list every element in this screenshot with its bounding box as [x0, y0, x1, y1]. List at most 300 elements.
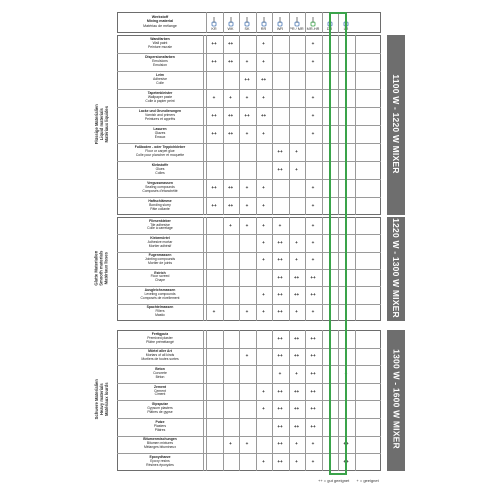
suitability-cell: +	[229, 222, 232, 228]
material-name-fr: Plâtres de gypse	[147, 410, 173, 414]
header-column-4	[256, 13, 272, 31]
category-name: Matériaux lisses	[103, 251, 109, 285]
suitability-cell	[223, 308, 239, 316]
material-label	[117, 128, 203, 140]
suitability-cell: ++	[343, 441, 349, 447]
suitability-cell: ++	[343, 459, 349, 464]
suitability-cell: +	[311, 59, 315, 64]
category-name: Flüssige Materialien	[93, 104, 99, 145]
suitability-cell	[206, 405, 222, 413]
header-column-divider	[289, 12, 290, 33]
suitability-cell	[206, 370, 222, 378]
suitability-cell	[289, 76, 305, 84]
material-name-fr: Plâtres	[154, 427, 166, 432]
suitability-cell	[239, 388, 255, 396]
material-name-de: Putze	[155, 419, 165, 424]
suitability-cell: +	[311, 95, 315, 100]
material-name-fr: Ciment	[154, 392, 166, 397]
suitability-cell: +	[262, 459, 265, 464]
suitability-cell	[305, 166, 321, 174]
header-column-1	[206, 13, 222, 31]
suitability-cell: +	[295, 441, 298, 447]
suitability-cell: +	[295, 371, 298, 376]
suitability-cell	[305, 76, 321, 84]
legend-plus-plus: ++	[318, 478, 323, 483]
suitability-cell	[239, 40, 255, 48]
header-column-label: WK	[227, 27, 234, 31]
suitability-cell	[256, 148, 272, 156]
suitability-cell	[239, 148, 255, 156]
suitability-cell: +	[262, 291, 265, 297]
suitability-cell	[239, 423, 255, 431]
suitability-cell: +	[311, 222, 315, 228]
category-name: Matériaux lourds	[103, 382, 109, 417]
material-label	[117, 164, 203, 176]
suitability-cell: +	[245, 353, 249, 359]
suitability-cell	[272, 40, 288, 48]
suitability-cell: +	[311, 239, 315, 245]
material-label	[117, 272, 203, 284]
coil-paddle-icon	[260, 14, 268, 24]
header-column-divider	[206, 12, 207, 33]
material-label	[117, 421, 203, 433]
material-name-de: Zement	[153, 384, 167, 389]
material-label	[117, 386, 203, 398]
basket-paddle-icon	[227, 14, 235, 24]
suitability-cell: ++	[277, 291, 283, 297]
material-name-fr: Peintures et apprêts	[144, 116, 176, 121]
suitability-cell: ++	[277, 353, 283, 359]
material-name-en: Plasters	[153, 423, 167, 428]
material-name-en: Emulsions	[152, 58, 168, 63]
suitability-cell: +	[262, 59, 265, 64]
suitability-cell: +	[245, 203, 249, 208]
suitability-cell	[223, 423, 239, 431]
material-name-fr: Plâtre prémélangé	[146, 339, 174, 344]
suitability-cell: +	[278, 222, 282, 228]
suitability-cell: +	[262, 388, 265, 394]
material-name-de: Klebemörtel	[150, 235, 170, 240]
material-name-en: Wall paint	[152, 40, 168, 45]
material-name-fr: Pâte collante	[150, 206, 170, 211]
material-label	[117, 56, 203, 68]
material-name-en: Premixed plaster	[147, 335, 173, 340]
plaster-paddle-icon	[293, 14, 301, 24]
material-name-fr: Peinture murale	[148, 44, 172, 49]
whisk-paddle-icon	[276, 14, 284, 24]
suitability-cell: ++	[277, 167, 283, 172]
suitability-cell: ++	[277, 149, 283, 154]
suitability-cell	[272, 202, 288, 210]
material-name-en: Glazes	[154, 130, 166, 135]
suitability-cell: +	[295, 309, 298, 315]
suitability-cell: ++	[310, 406, 316, 412]
material-label	[117, 110, 203, 122]
suitability-cell: ++	[277, 441, 283, 447]
material-name-de: Haftschlämme	[148, 199, 172, 203]
suitability-cell: ++	[260, 113, 267, 118]
material-name-fr: Mastic	[155, 312, 165, 317]
suitability-cell: +	[245, 222, 249, 228]
suitability-cell: ++	[211, 131, 217, 136]
suitability-cell	[256, 335, 272, 343]
material-name-en: Sealing compounds	[145, 184, 175, 189]
suitability-cell	[305, 148, 321, 156]
material-label	[117, 74, 203, 86]
suitability-cell: ++	[277, 274, 283, 280]
suitability-cell	[223, 256, 239, 264]
suitability-cell	[256, 352, 272, 360]
material-name-de: Epoxydharze	[149, 455, 171, 459]
material-name-fr: Mortiers de toutes sortes	[141, 357, 179, 362]
suitability-cell: +	[295, 257, 298, 263]
suitability-cell: ++	[211, 203, 217, 208]
suitability-cell	[289, 40, 305, 48]
suitability-cell: ++	[227, 41, 234, 46]
header-column-divider	[272, 12, 273, 33]
category-name: Smooth materials	[98, 250, 104, 286]
suitability-cell: +	[245, 131, 249, 136]
suitability-cell: +	[311, 309, 315, 315]
header-column-divider	[322, 12, 323, 33]
suitability-cell	[272, 76, 288, 84]
header-column-7	[305, 13, 321, 31]
suitability-cell	[239, 335, 255, 343]
material-label	[117, 220, 203, 232]
header-column-divider	[305, 12, 306, 33]
suitability-cell: ++	[211, 113, 217, 118]
suitability-cell	[289, 58, 305, 66]
header-column-label: RR	[260, 27, 267, 31]
material-label	[117, 350, 203, 362]
suitability-cell: ++	[277, 239, 283, 245]
suitability-cell	[206, 352, 222, 360]
header-column-divider	[223, 12, 224, 33]
suitability-cell: ++	[293, 388, 300, 394]
suitability-cell: ++	[244, 113, 250, 118]
suitability-cell: +	[245, 185, 249, 190]
suitability-cell: +	[262, 257, 265, 263]
header-column-label: KR	[211, 27, 217, 31]
header-column-5	[272, 13, 288, 31]
material-name-en: Fillers	[155, 309, 165, 314]
suitability-cell: ++	[277, 309, 283, 315]
suitability-cell: +	[295, 239, 298, 245]
header-title-de: Werkstoff	[151, 15, 169, 19]
material-label	[117, 368, 203, 380]
suitability-cell: +	[245, 59, 249, 64]
material-name-de: Gipsputze	[151, 402, 169, 407]
mixer-power-label: 1100 W - 1220 W MIXER	[391, 74, 401, 174]
suitability-cell: +	[262, 95, 265, 100]
suitability-cell	[289, 222, 305, 230]
suitability-cell	[206, 148, 222, 156]
material-name-fr: Emulsion	[153, 62, 167, 67]
suitability-cell: ++	[293, 335, 300, 341]
material-name-en: Concrete	[153, 370, 167, 375]
suitability-cell: +	[295, 459, 298, 464]
legend-plus-plus-text: gut geeignet	[327, 478, 350, 483]
material-name-de: Spachtelmassen	[146, 305, 174, 310]
category-name: Glatte Materialien	[93, 250, 99, 286]
suitability-cell	[239, 166, 255, 174]
suitability-cell: ++	[277, 335, 283, 341]
suitability-cell: +	[229, 441, 232, 447]
suitability-cell: +	[295, 167, 298, 172]
material-label	[117, 456, 203, 468]
suitability-cell: +	[245, 309, 249, 315]
suitability-cell	[289, 112, 305, 120]
suitability-cell: +	[245, 441, 249, 447]
material-name-de: Dispersionsfarben	[145, 55, 175, 59]
suitability-cell	[256, 440, 272, 448]
material-name-en: Bonding slurry	[149, 202, 171, 207]
material-name-fr: Composés d'étanchéité	[142, 188, 178, 193]
suitability-cell	[206, 388, 222, 396]
suitability-cell	[256, 274, 272, 282]
material-name-en: Floor or carpet glue	[145, 148, 175, 153]
material-name-fr: Composés de nivellement	[140, 295, 180, 300]
legend-plus: +	[356, 478, 359, 483]
suitability-cell	[239, 405, 255, 413]
material-name-en: Epoxy resins	[150, 458, 170, 463]
material-label	[117, 200, 203, 212]
material-name-en: Bitumen mixtures	[146, 441, 174, 446]
material-name-fr: Colles	[155, 170, 165, 175]
material-name-de: Fliesenkleber	[149, 218, 171, 223]
material-name-de: Klebstoffe	[151, 163, 169, 167]
suitability-cell: ++	[260, 77, 267, 82]
suitability-cell	[239, 458, 255, 466]
suitability-cell	[272, 130, 288, 138]
material-name-de: Leim	[156, 73, 164, 77]
material-name-de: Fertigputz	[151, 331, 169, 336]
material-label	[117, 146, 203, 158]
material-name-en: Adhesive	[153, 76, 167, 81]
suitability-cell	[239, 370, 255, 378]
suitability-cell: +	[311, 113, 315, 118]
suitability-cell	[289, 184, 305, 192]
suitability-cell: +	[295, 149, 298, 154]
suitability-cell	[223, 388, 239, 396]
suitability-cell	[206, 239, 222, 247]
suitability-cell: +	[245, 95, 249, 100]
suitability-cell	[289, 130, 305, 138]
suitability-cell: +	[212, 95, 216, 100]
material-label	[117, 92, 203, 104]
suitability-cell	[206, 76, 222, 84]
suitability-cell: ++	[310, 353, 316, 359]
suitability-cell: +	[311, 441, 315, 447]
suitability-cell	[239, 256, 255, 264]
header-column-label: PR / MR	[289, 27, 304, 31]
material-name-fr: Mélanges bitumineux	[143, 445, 177, 450]
suitability-cell	[223, 370, 239, 378]
suitability-cell: ++	[277, 423, 283, 429]
suitability-cell	[223, 274, 239, 282]
suitability-cell: ++	[227, 113, 234, 118]
suitability-cell: ++	[310, 335, 316, 341]
material-label	[117, 237, 203, 249]
material-name-en: Varnish and primers	[144, 112, 176, 117]
material-label	[117, 306, 203, 318]
suitability-cell: ++	[277, 459, 283, 464]
suitability-cell	[206, 458, 222, 466]
mixer-power-label: 1220 W - 1300 W MIXER	[390, 218, 401, 318]
suitability-cell	[223, 291, 239, 299]
header-column-label: LR	[343, 27, 349, 31]
material-name-fr: Mortier de joints	[147, 261, 173, 266]
header-column-label: MR-HR	[306, 27, 320, 31]
material-name-fr: Mortier adhésif	[148, 243, 172, 248]
material-name-en: Glues	[155, 166, 165, 171]
suitability-cell	[206, 335, 222, 343]
suitability-cell: ++	[227, 131, 234, 136]
suitability-cell	[289, 202, 305, 210]
suitability-cell	[256, 370, 272, 378]
material-label	[117, 403, 203, 415]
suitability-cell	[206, 256, 222, 264]
suitability-cell	[223, 166, 239, 174]
suitability-cell: +	[278, 371, 282, 376]
suitability-cell: ++	[227, 203, 234, 208]
suitability-cell	[272, 94, 288, 102]
material-name-de: Estrich	[154, 270, 166, 275]
header-column-divider	[239, 12, 240, 33]
suitability-cell	[239, 291, 255, 299]
material-label	[117, 254, 203, 266]
material-name-en: Wallpaper paste	[147, 94, 173, 99]
suitability-cell: +	[344, 371, 348, 376]
material-name-en: Floor screed	[150, 274, 170, 279]
material-name-fr: Émaux	[154, 134, 166, 139]
suitability-cell	[272, 184, 288, 192]
suitability-cell: +	[262, 406, 265, 412]
spiral-paddle-icon	[210, 14, 218, 24]
section-category-label	[95, 34, 109, 214]
suitability-cell: ++	[293, 423, 300, 429]
suitability-cell: +	[311, 131, 315, 136]
material-name-en: Jointing compounds	[144, 257, 176, 262]
material-name-fr: Colle pour plancher et moquette	[135, 152, 185, 157]
material-label	[117, 289, 203, 301]
suitability-cell	[223, 148, 239, 156]
suitability-cell	[206, 274, 222, 282]
suitability-cell	[272, 58, 288, 66]
mortar-paddle-icon	[309, 14, 317, 24]
suitability-cell: ++	[293, 406, 300, 412]
suitability-cell: ++	[211, 185, 217, 190]
category-name: Matériaux liquides	[103, 105, 109, 143]
suitability-cell: +	[262, 239, 265, 245]
suitability-cell: +	[262, 185, 265, 190]
suitability-cell: ++	[227, 59, 234, 64]
suitability-cell: ++	[310, 371, 316, 376]
suitability-cell: ++	[293, 353, 300, 359]
material-name-fr: Résines époxydes	[146, 462, 174, 467]
material-name-fr: Chape	[155, 278, 165, 283]
suitability-cell	[206, 440, 222, 448]
material-name-de: Ausgleichsmassen	[144, 287, 176, 292]
header-title-en: Mixing material	[146, 19, 174, 24]
material-name-en: Leveling compounds	[144, 291, 176, 296]
header-column-divider	[256, 12, 257, 33]
suitability-cell	[223, 239, 239, 247]
material-name-de: Vergussmassen	[147, 181, 173, 185]
suitability-cell: +	[262, 309, 265, 315]
suitability-cell: +	[311, 257, 315, 263]
suitability-cell	[206, 222, 222, 230]
material-name-fr: Colle à papier peint	[145, 98, 175, 103]
suitability-cell	[223, 352, 239, 360]
material-name-en: Cement	[154, 388, 166, 393]
material-name-fr: Colle	[156, 80, 164, 85]
legend-plus-text: geeignet	[363, 478, 379, 483]
suitability-cell	[272, 112, 288, 120]
suitability-cell: +	[311, 41, 315, 46]
header-column-label: DR	[326, 27, 333, 31]
suitability-cell	[223, 405, 239, 413]
suitability-cell: ++	[244, 77, 250, 82]
material-name-de: Fußboden - oder Teppichkleber	[134, 145, 186, 149]
suitability-cell	[223, 335, 239, 343]
suitability-cell: +	[229, 95, 232, 100]
material-label	[117, 38, 203, 50]
suitability-cell: +	[311, 185, 315, 190]
suitability-cell: ++	[277, 406, 283, 412]
suitability-cell: ++	[293, 274, 300, 280]
material-name-de: Lacke und Grundierungen	[138, 109, 182, 113]
material-name-de: Lasuren	[153, 127, 167, 131]
suitability-cell	[239, 274, 255, 282]
suitability-cell: ++	[227, 185, 234, 190]
recommended-column-highlight	[329, 12, 347, 475]
suitability-cell: +	[311, 203, 315, 208]
material-name-en: Tile adhesive	[150, 222, 170, 227]
suitability-cell	[206, 423, 222, 431]
category-name: Schwere Materialien	[93, 379, 99, 420]
suitability-cell: +	[262, 131, 265, 136]
material-name-fr: Béton	[155, 374, 165, 379]
material-name-de: Mörtel aller Art	[148, 349, 172, 354]
material-name-fr: Colle à carrelage	[147, 226, 173, 231]
suitability-cell: ++	[293, 291, 300, 297]
suitability-cell: ++	[310, 274, 316, 280]
suitability-cell	[289, 94, 305, 102]
suitability-cell: +	[262, 41, 265, 46]
material-name-de: Bitumenmischungen	[143, 437, 177, 442]
suitability-cell: ++	[277, 257, 283, 263]
category-name: Heavy materials	[98, 383, 104, 416]
material-label	[117, 438, 203, 450]
suitability-cell: ++	[277, 388, 283, 394]
suitability-cell: ++	[310, 291, 316, 297]
suitability-cell: +	[212, 309, 216, 315]
suitability-cell	[223, 458, 239, 466]
header-title	[117, 15, 203, 28]
header-column-2	[223, 13, 239, 31]
material-name-de: Tapetenkleister	[147, 91, 173, 95]
header-column-label: WR	[276, 27, 284, 31]
header-column-3	[239, 13, 255, 31]
suitability-cell	[256, 423, 272, 431]
suitability-cell	[206, 291, 222, 299]
category-name: Liquid materials	[98, 108, 104, 141]
suitability-cell: ++	[211, 41, 217, 46]
legend: ++ = gut geeignet + = geeignet	[318, 478, 379, 483]
suitability-cell: ++	[310, 423, 316, 429]
suitability-cell	[206, 166, 222, 174]
